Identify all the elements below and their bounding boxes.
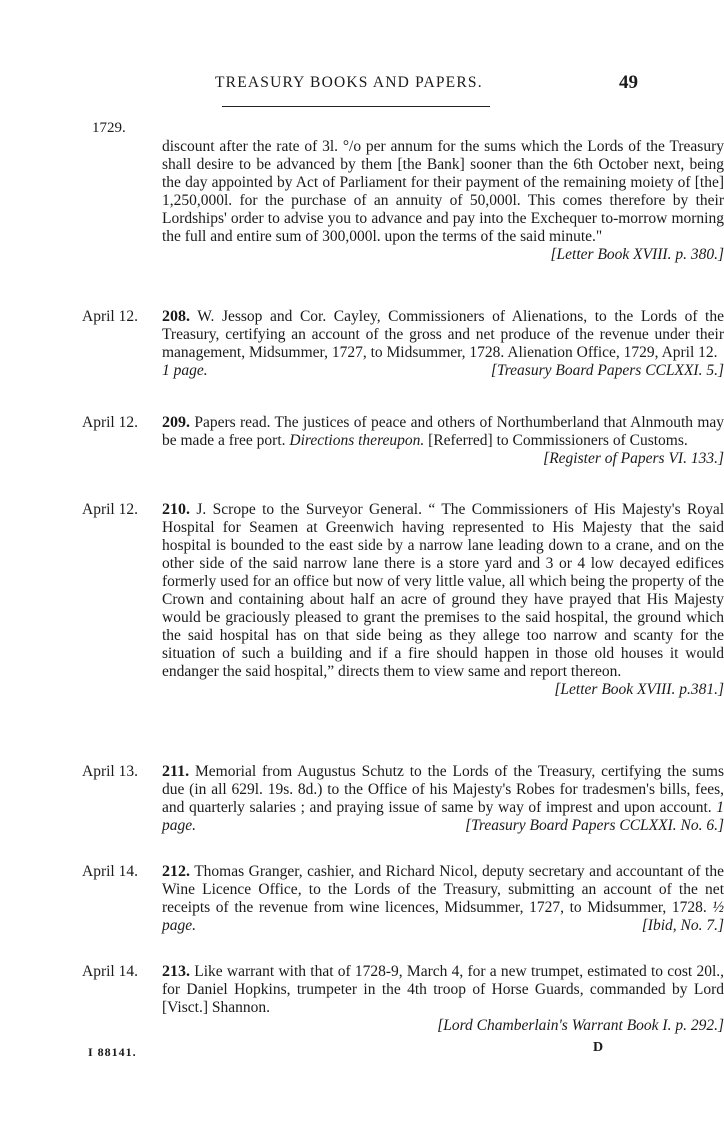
- entry-extent: ½ page.: [162, 899, 724, 934]
- running-title: TREASURY BOOKS AND PAPERS.: [215, 74, 483, 91]
- entry-extent: 1 page.: [162, 799, 724, 834]
- entry-body: [162, 963, 724, 1035]
- entry-number: 213.: [162, 963, 190, 980]
- printer-signature: I 88141.: [88, 1045, 137, 1059]
- signature-mark: D: [593, 1040, 604, 1055]
- citation: [Lord Chamberlain's Warrant Book I. p. 292.]: [437, 1017, 724, 1034]
- entry-text-continued: [Referred] to Commissioners of Customs.: [428, 432, 688, 449]
- entry-date: April 12.: [82, 308, 138, 325]
- entry-body: [162, 763, 724, 835]
- entry-date: April 14.: [82, 863, 138, 880]
- citation: [Treasury Board Papers CCLXXI. No. 6.]: [465, 817, 724, 834]
- citation: [Letter Book XVIII. p. 380.]: [550, 246, 724, 263]
- page-header: [0, 74, 720, 104]
- continuation-body: [162, 138, 724, 264]
- continuation-text: discount after the rate of 3l. °/o per annum for the sums which the Lords of the Treasury shall desire to be advanced by them [the Bank] sooner than the 6th October next, being the day appointed by Act of Parliament for their payment of the remaining moiety of [the] 1,250,000l. for the purchase of an annuity of 50,000l. This comes therefore by their Lordships' order to advise you to advance and pay into the Exchequer to-morrow morning the full and entire sum of 300,000l. upon the terms of the said minute.": [162, 138, 724, 245]
- entry-date: April 13.: [82, 763, 138, 780]
- entry-body: [162, 414, 724, 468]
- entry-date: April 12.: [82, 501, 138, 518]
- entry-number: 212.: [162, 863, 190, 880]
- entry-text: Papers read. The justices of peace and others of Northumberland that Alnmouth may be made a free port.: [162, 414, 724, 449]
- entry-directions: Directions thereupon.: [289, 432, 425, 449]
- citation: [Ibid, No. 7.]: [641, 917, 724, 934]
- header-rule: [222, 106, 490, 107]
- entry-text: Like warrant with that of 1728-9, March 4, for a new trumpet, estimated to cost 20l., for Daniel Hopkins, trumpeter in the 4th troop of Horse Guards, commanded by Lord [Visct.] Shannon.: [162, 963, 724, 1016]
- entry-number: 211.: [162, 763, 190, 780]
- entry-footer-line: [162, 362, 724, 380]
- entry-number: 208.: [162, 308, 190, 325]
- citation: [Register of Papers VI. 133.]: [543, 450, 724, 467]
- year-label: 1729.: [92, 120, 126, 136]
- entry-extent: 1 page.: [162, 362, 208, 379]
- entry-text: W. Jessop and Cor. Cayley, Commissioners of Alienations, to the Lords of the Treasury, certifying an account of the gross and net produce of the revenue under their management, Midsummer, 1727, to Midsummer, 1728. Alienation Office, 1729, April 12.: [162, 308, 724, 361]
- entry-body: [162, 308, 724, 380]
- entry-number: 209.: [162, 414, 190, 431]
- citation: [Letter Book XVIII. p.381.]: [554, 681, 724, 698]
- entry-date: April 14.: [82, 963, 138, 980]
- entry-number: 210.: [162, 501, 190, 518]
- entry-text: J. Scrope to the Surveyor General. “ The Commissioners of His Majesty's Royal Hospital for Seamen at Greenwich having represented to His Majesty that the said hospital is bounded to the east side by a narrow lane leading down to a crane, and on the other side of the said narrow lane there is a store yard and 3 or 4 low decayed edifices formerly used for an office but now of very little value, all which being the property of the Crown and containing about half an acre of ground they have prayed that His Majesty would be graciously pleased to grant the premises to the said hospital, the ground which the said hospital has on that side being as they allege too narrow and scanty for the situation of such a building and if a fire should happen in those old houses it would endanger the said hospital,” directs them to view same and report thereon.: [162, 501, 724, 680]
- entry-text: Memorial from Augustus Schutz to the Lords of the Treasury, certifying the sums due (in all 629l. 19s. 8d.) to the Office of his Majesty's Robes for tradesmen's bills, fees, and quarterly salaries ; and praying issue of same by way of imprest and upon account.: [162, 763, 724, 816]
- entry-date: April 12.: [82, 414, 138, 431]
- entry-body: [162, 863, 724, 935]
- entry-body: [162, 501, 724, 699]
- page-number: 49: [619, 72, 638, 93]
- entry-text: Thomas Granger, cashier, and Richard Nicol, deputy secretary and accountant of the Wine Licence Office, to the Lords of the Treasury, submitting an account of the net receipts of the revenue from wine licences, Midsummer, 1727, to Midsummer, 1728.: [162, 863, 724, 916]
- citation: [Treasury Board Papers CCLXXI. 5.]: [490, 362, 724, 379]
